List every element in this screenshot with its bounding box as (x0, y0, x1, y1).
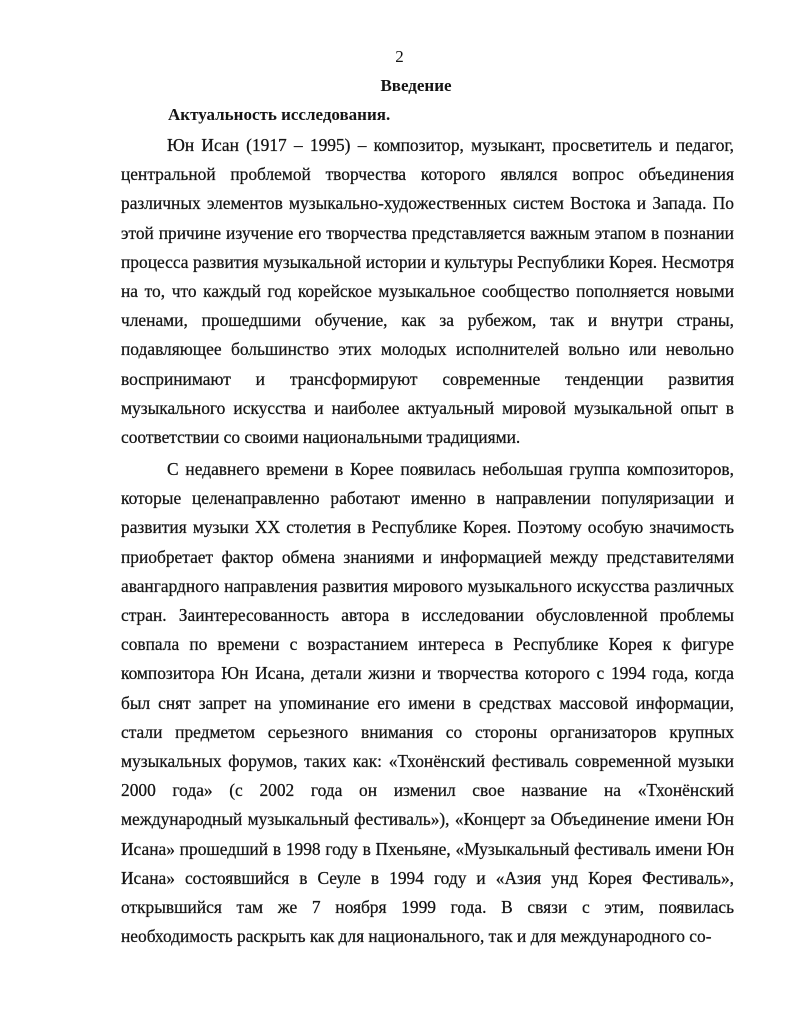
paragraph-2: С недавнего времени в Корее появилась небольшая группа композиторов, которые целенаправленно работают именно в направлении популяризации и развития музыки XX столетия в Республике Корея. Поэтому особую значимость приобретает фактор обмена знаниями и информацией между представителями авангардного направления развития мирового музыкального искусства различных стран. Заинтересованность автора в исследовании обусловленной проблемы совпала по времени с возрастанием интереса в Республике Корея к фигуре композитора Юн Исана, детали жизни и творчества которого с 1994 года, когда был снят запрет на упоминание его имени в средствах массовой информации, стали предметом серьезного внимания со стороны организаторов крупных музыкальных форумов, таких как: «Тхонёнский фестиваль современной музыки 2000 года» (с 2002 года он изменил свое название на «Тхонёнский международный музыкальный фестиваль»), «Концерт за Объединение имени Юн Исана» прошедший в 1998 году в Пхеньяне, «Музыкальный фестиваль имени Юн Исана» состоявшийся в Сеуле в 1994 году и «Азия унд Корея Фестиваль», открывшийся там же 7 ноября 1999 года. В связи с этим, появилась необходимость раскрыть как для национального, так и для международного со- (121, 459, 734, 947)
section-heading: Введение (380, 76, 452, 95)
page-number: 2 (395, 47, 404, 66)
paragraph-1: Юн Исан (1917 – 1995) – композитор, музыкант, просветитель и педагог, центральной проблемой творчества которого являлся вопрос объединения различных элементов музыкально-художественных систем Востока и Запада. По этой причине изучение его творчества представляется важным этапом в познании процесса развития музыкальной истории и культуры Республики Корея. Несмотря на то, что каждый год корейское музыкальное сообщество пополняется новыми членами, прошедшими обучение, как за рубежом, так и внутри страны, подавляющее большинство этих молодых исполнителей вольно или невольно воспринимают и трансформируют современные тенденции развития музыкального искусства и наиболее актуальный мировой музыкальной опыт в соответствии со своими национальными традициями. (121, 135, 734, 448)
subsection-heading: Актуальность исследования. (168, 105, 391, 124)
